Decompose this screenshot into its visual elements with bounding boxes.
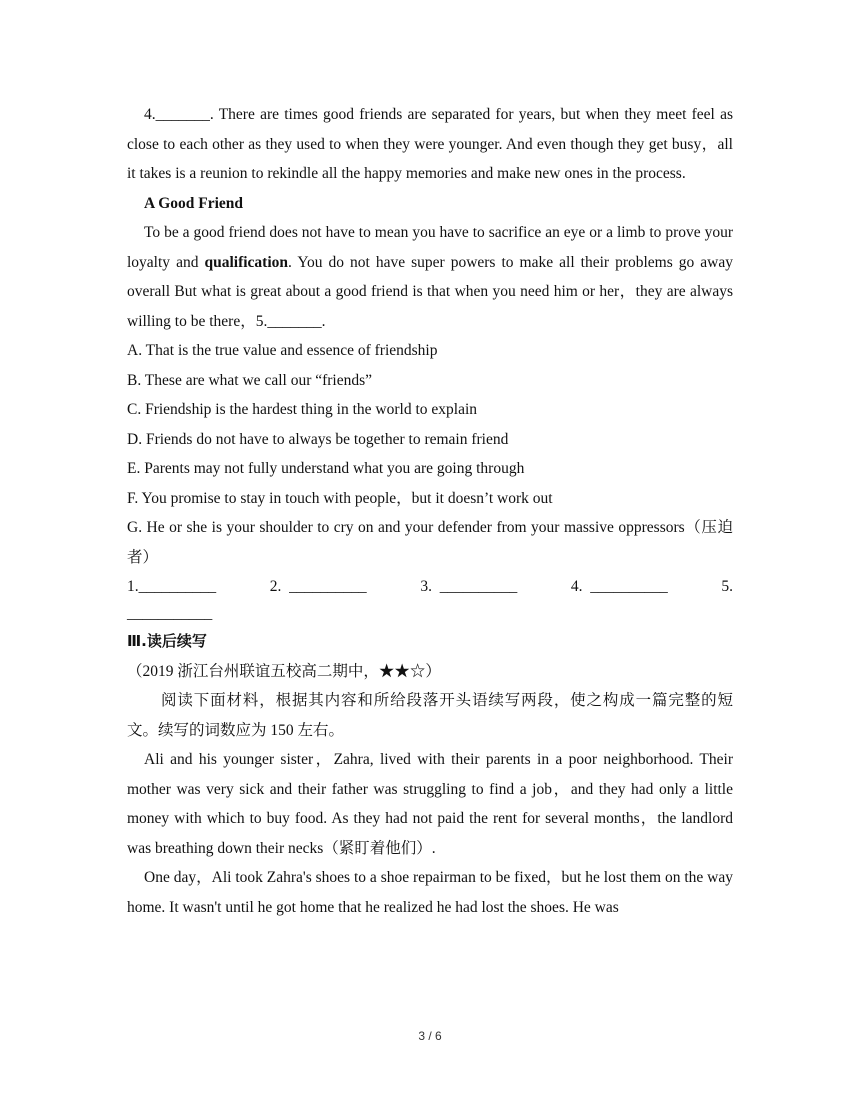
bold-word: qualification xyxy=(204,253,289,271)
option-c: C. Friendship is the hardest thing in the world to explain xyxy=(127,401,477,418)
option-b: B. These are what we call our “friends” xyxy=(127,371,373,389)
story-paragraph-1: Ali and his younger sister，Zahra, lived with their parents in a poor neighborhood. Their mother was very sick and their father was struggling to find a job，and they had only a little money with which to buy food. As they had not paid the rent for several months，the landlord was breathing down their necks（紧盯着他们）. xyxy=(127,751,733,857)
answer-2: 2. __________ xyxy=(269,578,367,595)
option-e: E. Parents may not fully understand what you are going through xyxy=(127,460,525,477)
instruction-text: 阅读下面材料，根据其内容和所给段落开头语续写两段，使之构成一篇完整的短文。续写的词数应为 150 左右。 xyxy=(127,692,733,739)
paragraph-question-4: 4._______. There are times good friends are separated for years, but when they meet feel as close to each other as they used to when they were younger. And even though they get busy，all it takes is a reunion to rekindle all the happy memories and make new ones in the process. xyxy=(127,106,733,182)
paragraph-text-after: . You do not have super powers to make all their problems go away overall But what is great about a good friend is that when you need him or her，they are always willing to be there，5._______. xyxy=(127,253,733,330)
story-paragraph-2: One day，Ali took Zahra's shoes to a shoe repairman to be fixed，but he lost them on the way home. It wasn't until he got home that he realized he had lost the shoes. He was xyxy=(127,869,733,916)
option-a: A. That is the true value and essence of friendship xyxy=(127,342,438,359)
document-page xyxy=(127,100,733,922)
answer-3: 3. __________ xyxy=(420,578,518,595)
section-title: Ⅲ.读后续写 xyxy=(127,631,207,650)
passage-heading: A Good Friend xyxy=(144,194,244,212)
answer-5-blank: ___________ xyxy=(127,604,213,622)
option-g: G. He or she is your shoulder to cry on and your defender from your massive oppressors（压迫者） xyxy=(127,519,733,566)
answer-4: 4. __________ xyxy=(570,578,668,595)
answer-blanks xyxy=(127,572,733,602)
option-f: F. You promise to stay in touch with people，but it doesn’t work out xyxy=(127,489,553,507)
option-d: D. Friends do not have to always be together to remain friend xyxy=(127,430,509,448)
answer-5: 5. xyxy=(721,578,733,595)
source-note: （2019 浙江台州联谊五校高二期中，★★☆） xyxy=(127,662,441,680)
page-number: 3 / 6 xyxy=(418,1029,442,1043)
paragraph-text-before: To be a good friend does not have to mean you have to sacrifice an eye or a limb to prove your loyalty and xyxy=(127,224,733,271)
paragraph-good-friend xyxy=(127,218,733,336)
options-list xyxy=(127,336,733,572)
answer-1: 1.__________ xyxy=(127,578,217,595)
